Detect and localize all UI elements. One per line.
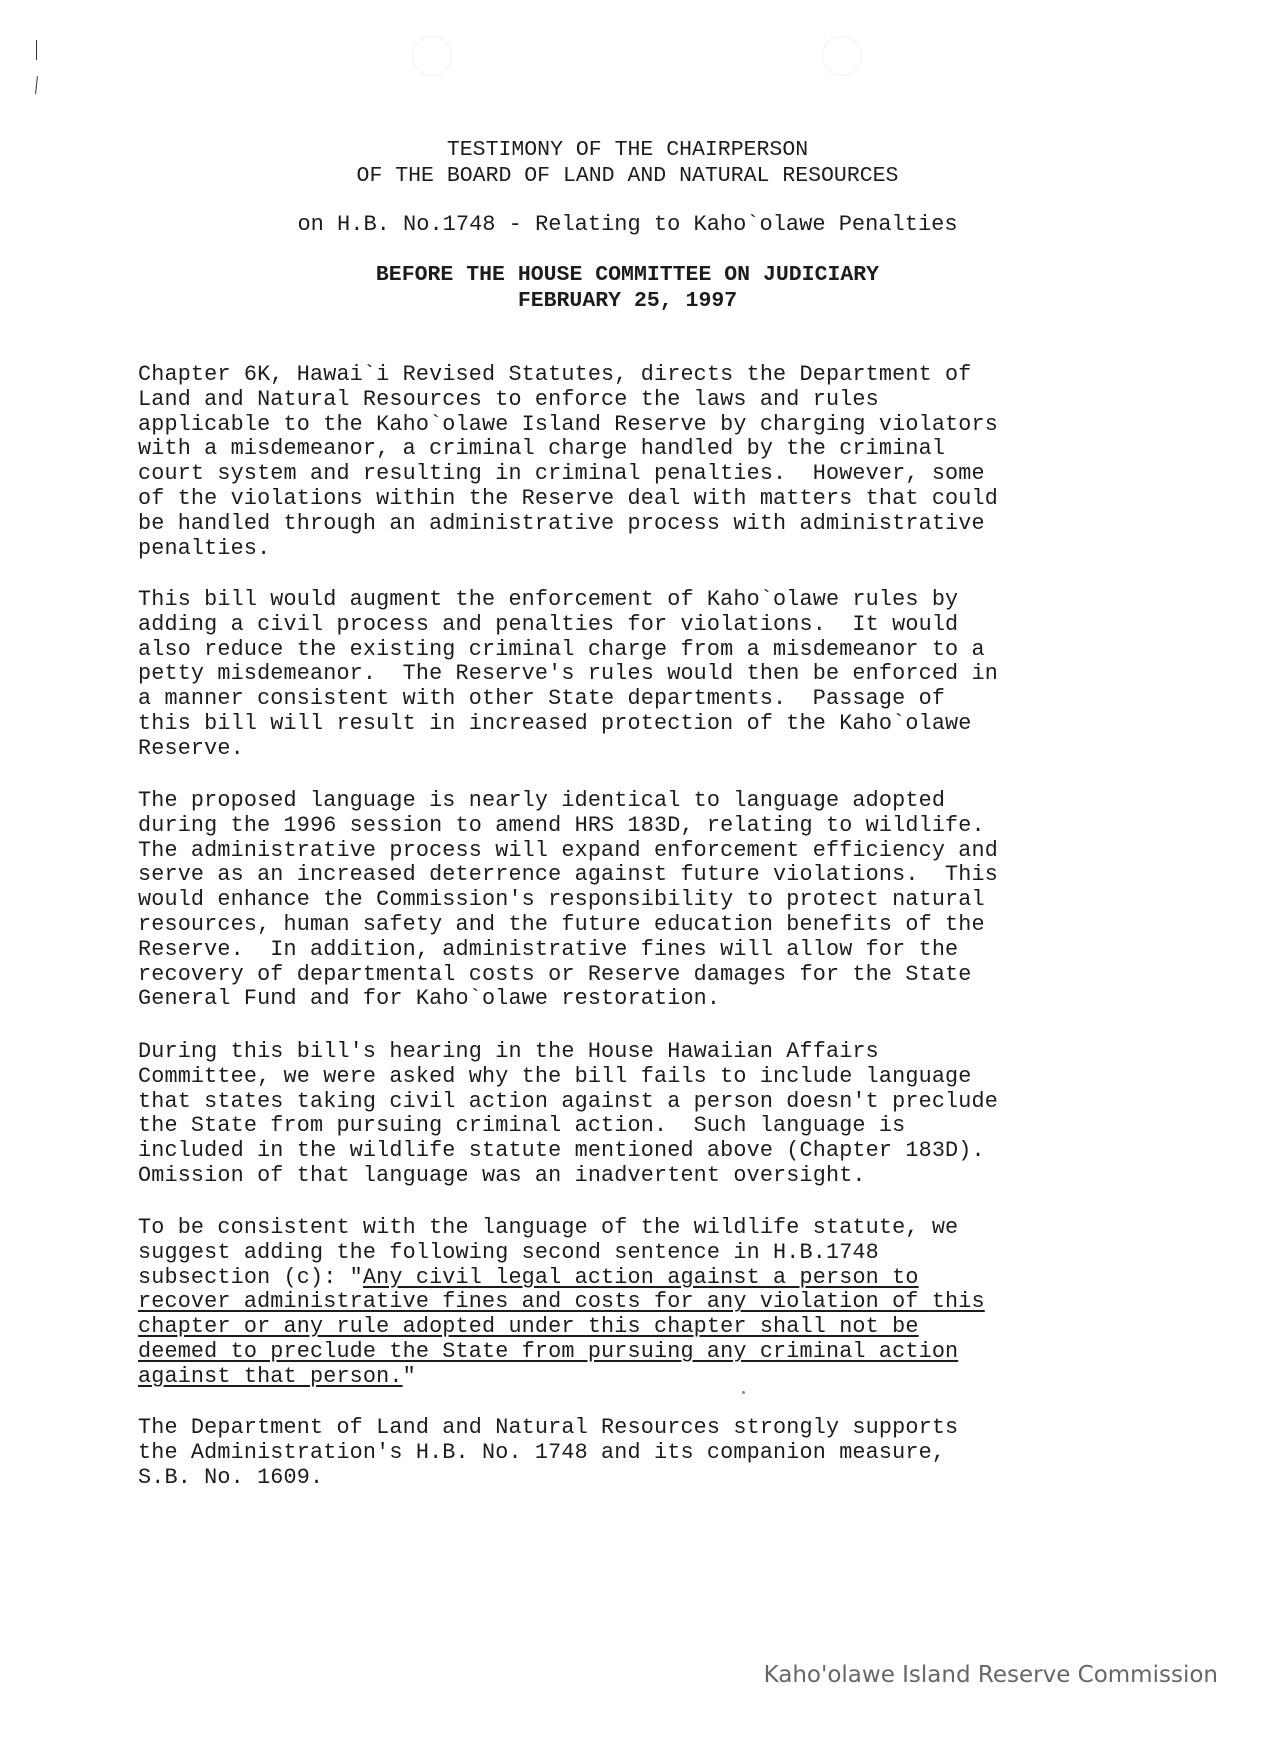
paragraph-line: General Fund and for Kaho`olawe restoration.	[138, 986, 721, 1012]
paragraph-line: of the violations within the Reserve deal with matters that could	[138, 485, 998, 511]
paragraph-line: suggest adding the following second sentence in H.B.1748	[138, 1239, 879, 1265]
paragraph-line: a manner consistent with other State departments. Passage of	[138, 686, 946, 712]
committee-block	[0, 262, 1255, 314]
paragraph-line: To be consistent with the language of the wildlife statute, we	[138, 1215, 959, 1240]
closing-paragraph	[138, 1416, 1258, 1490]
collection-credit: Kaho'olawe Island Reserve Commission	[763, 1662, 1218, 1688]
paragraph-line: court system and resulting in criminal penalties. However, some	[138, 461, 985, 487]
paragraph-line: resources, human safety and the future education benefits of the	[138, 911, 985, 937]
bill-line: on H.B. No.1748 - Relating to Kaho`olawe Penalties	[297, 212, 958, 237]
paragraph-line: penalties.	[138, 535, 271, 561]
paragraph-line: Land and Natural Resources to enforce the laws and rules	[138, 386, 879, 412]
punch-hole-shadow	[412, 36, 452, 76]
paragraph-line: S.B. No. 1609.	[138, 1464, 324, 1490]
paragraph-line: included in the wildlife statute mentioned above (Chapter 183D).	[138, 1138, 985, 1164]
paragraph-line: During this bill's hearing in the House Hawaiian Affairs	[138, 1039, 879, 1064]
testimony-title	[0, 137, 1255, 189]
committee-line: BEFORE THE HOUSE COMMITTEE ON JUDICIARY	[375, 263, 880, 287]
paragraph-1	[138, 363, 1258, 561]
title-line-1: TESTIMONY OF THE CHAIRPERSON	[446, 138, 809, 162]
paragraph-line: Reserve.	[138, 735, 244, 761]
hearing-date: FEBRUARY 25, 1997	[517, 289, 738, 313]
proposed-language: Any civil legal action against a person to	[362, 1264, 919, 1290]
scan-mark	[36, 40, 37, 60]
paragraph-line: that states taking civil action against a person doesn't preclude	[138, 1088, 998, 1114]
punch-hole-shadow	[822, 36, 862, 76]
paragraph-line: This bill would augment the enforcement of Kaho`olawe rules by	[138, 587, 959, 612]
paragraph-line: also reduce the existing criminal charge from a misdemeanor to a	[138, 636, 985, 662]
subsection-prefix: subsection (c): "	[138, 1264, 363, 1290]
paragraph-line: during the 1996 session to amend HRS 183D, relating to wildlife.	[138, 812, 985, 838]
paragraph-line: the Administration's H.B. No. 1748 and its companion measure,	[138, 1439, 946, 1465]
paragraph-line: serve as an increased deterrence against future violations. This	[138, 862, 998, 888]
scan-mark	[35, 76, 38, 94]
paragraph-4	[138, 1040, 1258, 1189]
title-line-2: OF THE BOARD OF LAND AND NATURAL RESOURCES	[356, 164, 899, 188]
paragraph-line: Committee, we were asked why the bill fails to include language	[138, 1063, 972, 1089]
paragraph-line: Omission of that language was an inadvertent oversight.	[138, 1162, 866, 1188]
paragraph-line: petty misdemeanor. The Reserve's rules would then be enforced in	[138, 661, 998, 687]
paragraph-line: Chapter 6K, Hawai`i Revised Statutes, directs the Department of	[138, 362, 972, 387]
paragraph-line: be handled through an administrative process with administrative	[138, 510, 985, 536]
paragraph-2	[138, 588, 1258, 762]
paragraph-line	[138, 1266, 1258, 1291]
paragraph-line: The proposed language is nearly identical to language adopted	[138, 788, 946, 813]
paragraph-line: the State from pursuing criminal action. Such language is	[138, 1113, 906, 1139]
paragraph-3	[138, 789, 1258, 1012]
paragraph-line: adding a civil process and penalties for violations. It would	[138, 611, 959, 637]
proposed-language-line: recover administrative fines and costs for any violation of this	[138, 1289, 985, 1315]
proposed-language-line: deemed to preclude the State from pursuing any criminal action	[138, 1338, 959, 1364]
paragraph-line	[138, 1365, 1258, 1390]
paragraph-line: would enhance the Commission's responsibility to protect natural	[138, 887, 985, 913]
paragraph-line: Reserve. In addition, administrative fines will allow for the	[138, 936, 959, 962]
paragraph-line: The administrative process will expand enforcement efficiency and	[138, 837, 998, 863]
proposed-language-line: chapter or any rule adopted under this chapter shall not be	[138, 1314, 919, 1340]
proposed-language-end: against that person.	[138, 1363, 403, 1389]
paragraph-line: this bill will result in increased protection of the Kaho`olawe	[138, 710, 972, 736]
paragraph-line: recovery of departmental costs or Reserve damages for the State	[138, 961, 972, 987]
paragraph-line: applicable to the Kaho`olawe Island Reserve by charging violators	[138, 411, 998, 437]
suggestion-paragraph	[138, 1216, 1258, 1390]
paragraph-line: with a misdemeanor, a criminal charge handled by the criminal	[138, 436, 946, 462]
paragraph-line: The Department of Land and Natural Resources strongly supports	[138, 1415, 959, 1440]
closing-quote: "	[402, 1363, 416, 1389]
scan-speck	[742, 1391, 745, 1394]
